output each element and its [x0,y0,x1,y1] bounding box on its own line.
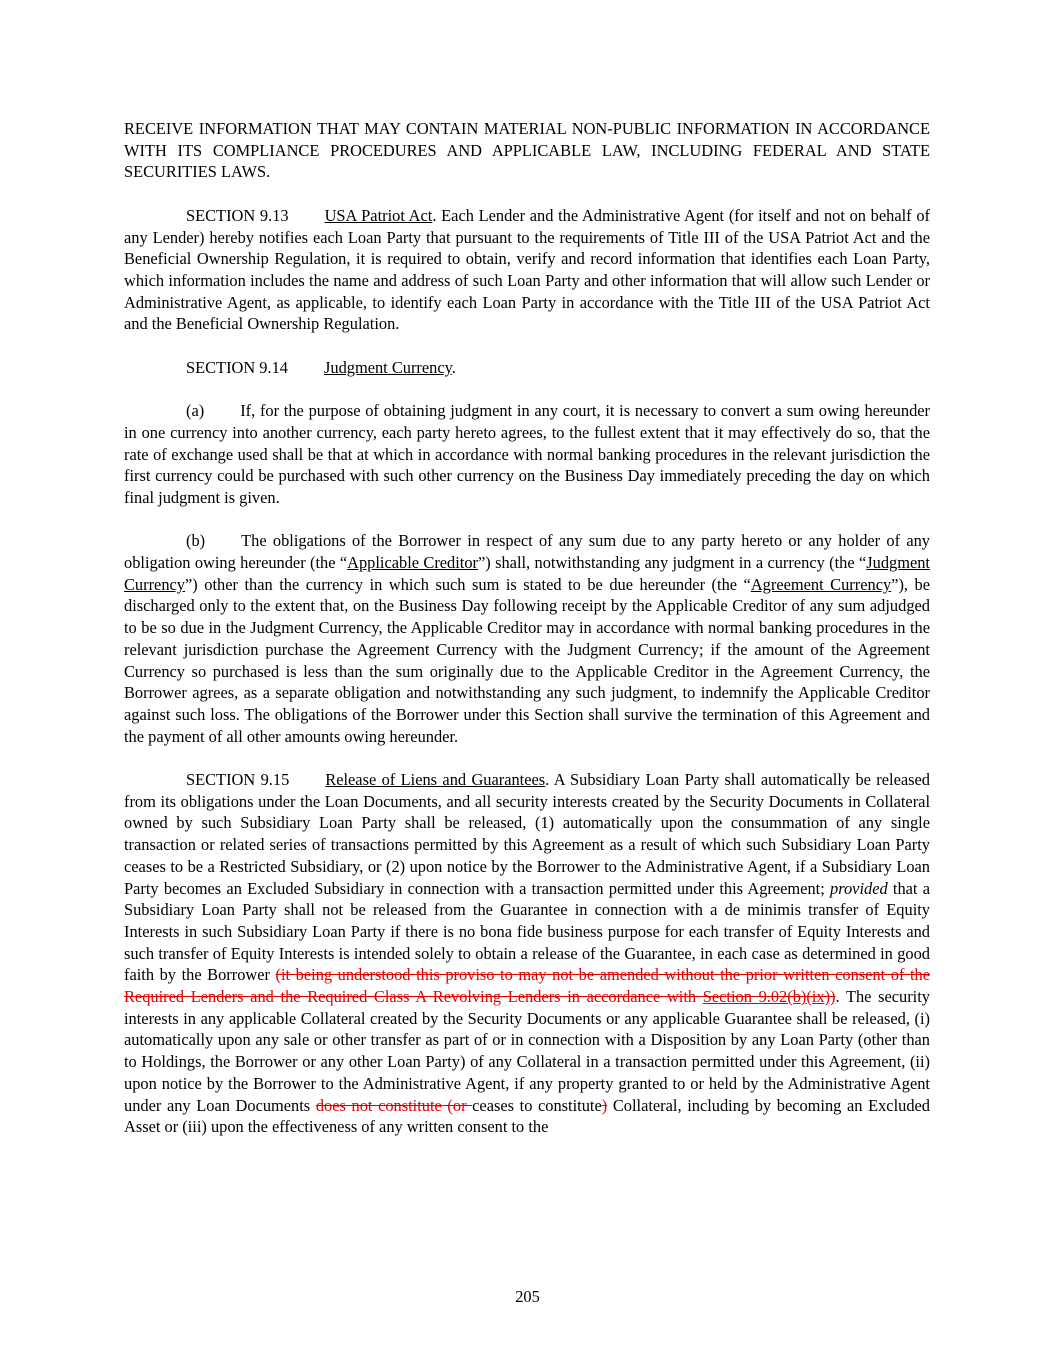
text-run: . A Subsidiary Loan Party shall automatically be released from its obligations under the Loan Documents, and all security interests created by the Security Documents in Collateral owned by such Subsidiary Loan Party shall be released, (1) automatically upon the consummation of any single transaction or related series of transactions permitted by this Agreement as a result of which such Subsidiary Loan Party ceases to be a Restricted Subsidiary, or (2) upon notice by the Borrower to the Administrative Agent, if a Subsidiary Loan Party becomes an Excluded Subsidiary in connection with a transaction permitted under this Agreement; [124,770,930,898]
text-run: . Each Lender and the Administrative Agent (for itself and not on behalf of any Lender) hereby notifies each Loan Party that pursuant to the requirements of Title III of the USA Patriot Act and the Beneficial Ownership Regulation, it is required to obtain, verify and record information that identifies each Loan Party, which information includes the name and address of such Loan Party and other information that will allow such Lender or Administrative Agent, as applicable, to identify each Loan Party in accordance with the Title III of the USA Patriot Act and the Beneficial Ownership Regulation. [124,205,930,334]
text-run: SECTION 9.14 [186,357,288,377]
paragraph-a [124,400,930,509]
text-run: does not constitute (or [315,1095,473,1115]
text-run: Judgment Currency [324,357,452,377]
text-run: (b) [186,531,206,551]
text-run: Section 9.02(b)(ix)) [702,987,836,1007]
page-number: 205 [515,1287,540,1306]
section-9-15-release-of-liens [124,769,930,1138]
section-9-14-judgment-currency [124,357,930,379]
text-run: Judgment Currency [124,553,930,594]
text-run: (it being understood this proviso to may not be amended without the prior written consent of the Required Lenders and the Required Class A Revolving Lenders in accordance with [124,965,931,1007]
text-run: ) [601,1095,608,1115]
text-run: Applicable Creditor [347,553,479,572]
text-run: ceases to constitute [472,1095,602,1115]
text-run: ”) shall, notwithstanding any judgment in a currency (the “ [478,553,867,572]
caps-continuation-paragraph [124,118,930,183]
section-9-13-usa-patriot-act [124,205,930,335]
text-run: SECTION 9.13 [186,205,289,225]
document-body [124,118,930,1138]
text-run: ”), be discharged only to the extent that, on the Business Day following receipt by the Applicable Creditor of any sum adjudged to be so due in the Judgment Currency, the Applicable Creditor may in accordance with normal banking procedures in the relevant jurisdiction purchase the Agreement Currency with the Judgment Currency; if the amount of the Agreement Currency so purchased is less than the sum originally due to the Applicable Creditor in the Agreement Currency, the Borrower agrees, as a separate obligation and notwithstanding any such judgment, to indemnify the Applicable Creditor against such loss. The obligations of the Borrower under this Section shall survive the termination of this Agreement and the payment of all other amounts owing hereunder. [124,574,930,746]
text-run: Release of Liens and Guarantees [325,770,546,790]
text-run: . [451,357,456,377]
text-run: (a) [186,401,205,421]
text-run: . The security interests in any applicable Collateral created by the Security Documents or any applicable Guarantee shall be released, (i) automatically upon any sale or other transfer as part of or in connection with a Disposition by any Loan Party (other than to Holdings, the Borrower or any other Loan Party) of any Collateral in a transaction permitted under this Agreement, (ii) upon notice by the Borrower to the Administrative Agent, if any property granted to or held by the Administrative Agent under any Loan Documents [124,987,930,1115]
text-run: Agreement Currency [750,574,892,594]
text-run: ”) other than the currency in which such sum is stated to be due hereunder (the “ [185,574,751,594]
text-run: If, for the purpose of obtaining judgment in any court, it is necessary to convert a sum owing hereunder in one currency into another currency, each party hereto agrees, to the fullest extent that it may effectively do so, that the rate of exchange used shall be that at which in accordance with normal banking procedures in the relevant jurisdiction the first currency could be purchased with such other currency on the Business Day immediately preceding the day on which final judgment is given. [124,401,930,507]
text-run: provided [830,878,888,898]
text-run: that a Subsidiary Loan Party shall not be released from the Guarantee in connection with a de minimis transfer of Equity Interests in such Subsidiary Loan Party if there is no bona fide business purpose for each transfer of Equity Interests and such transfer of Equity Interests is intended solely to obtain a release of the Guarantee, in each case as determined in good faith by the Borrower [124,878,930,985]
text-run: The obligations of the Borrower in respect of any sum due to any party hereto or any holder of any obligation owing hereunder (the “ [124,531,930,572]
text-run: SECTION 9.15 [186,770,290,790]
text-run: Collateral, including by becoming an Excluded Asset or (iii) upon the effectiveness of any written consent to the [124,1095,930,1137]
paragraph-b [124,530,930,747]
text-run: RECEIVE INFORMATION THAT MAY CONTAIN MATERIAL NON-PUBLIC INFORMATION IN ACCORDANCE WITH ITS COMPLIANCE PROCEDURES AND APPLICABLE LAW, INCLUDING FEDERAL AND STATE SECURITIES LAWS. [124,119,930,182]
text-run: USA Patriot Act [324,205,433,225]
